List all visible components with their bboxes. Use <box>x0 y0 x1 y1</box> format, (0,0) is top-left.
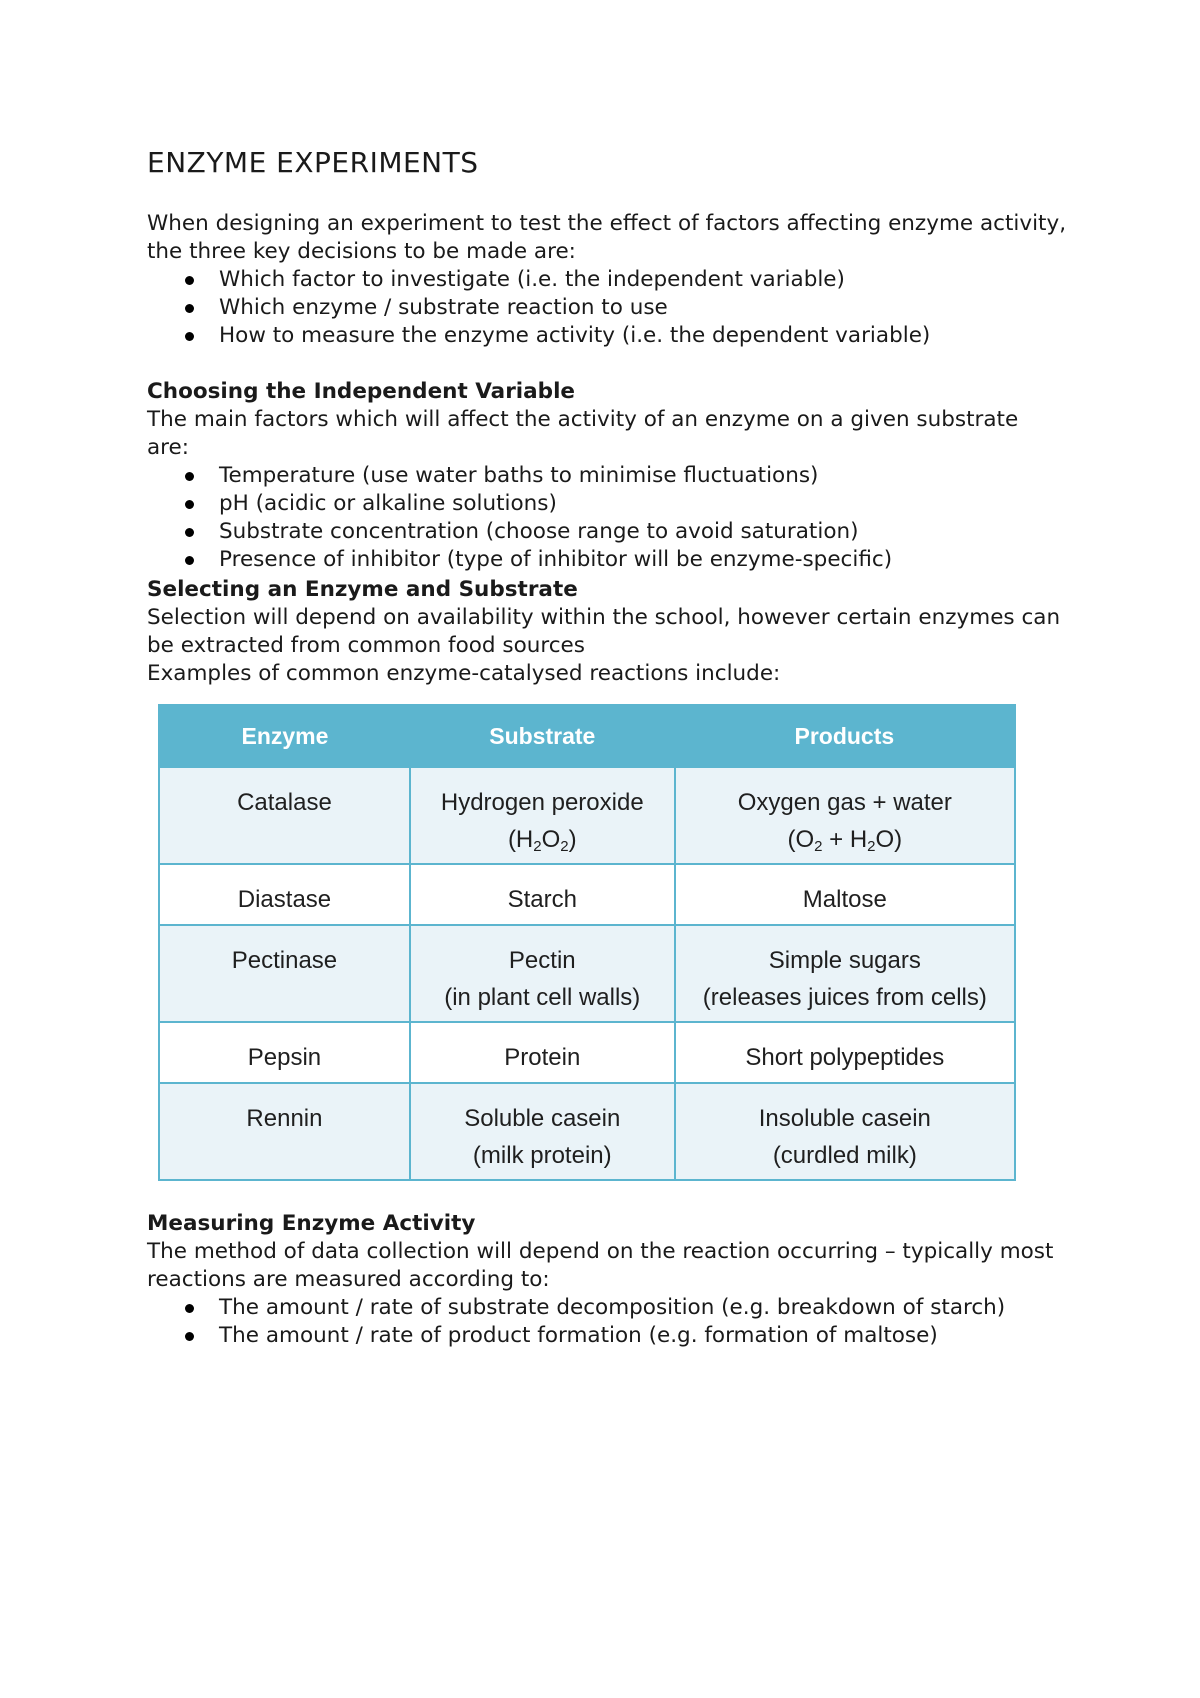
measuring-activity-section <box>147 1210 1067 1350</box>
column-header-enzyme: Enzyme <box>159 705 410 767</box>
products-cell <box>675 767 1015 864</box>
substrate-name: Hydrogen peroxide <box>440 789 644 816</box>
intro-bullet-list <box>147 266 1067 350</box>
factor-bullet-list <box>147 462 1067 574</box>
list-item-text: Which enzyme / substrate reaction to use <box>219 295 668 320</box>
section-heading: Measuring Enzyme Activity <box>147 1211 476 1236</box>
enzyme-substrate-section <box>147 576 1067 688</box>
bullet-icon <box>185 332 194 341</box>
list-item <box>147 490 1067 518</box>
substrate-name: Pectin <box>508 947 576 974</box>
table-row <box>159 925 1015 1022</box>
substrate-note: (in plant cell walls) <box>444 984 641 1011</box>
enzyme-name: Pepsin <box>247 1044 322 1071</box>
bullet-icon <box>185 276 194 285</box>
bullet-icon <box>185 1332 194 1341</box>
substrate-note: (milk protein) <box>472 1142 612 1169</box>
intro-text: When designing an experiment to test the effect of factors affecting enzyme activity, the three key decisions to be made are: <box>147 211 1067 264</box>
substrate-cell <box>410 1022 675 1083</box>
intro-section <box>147 210 1067 350</box>
substrate-formula: $(H_2O_2)$ <box>507 826 577 855</box>
section-text: Selection will depend on availability within the school, however certain enzymes can be extracted from common food sources <box>147 605 1061 658</box>
substrate-cell <box>410 1083 675 1180</box>
enzyme-name: Rennin <box>246 1105 323 1132</box>
enzyme-cell <box>159 767 410 864</box>
products-name: Insoluble casein <box>758 1105 931 1132</box>
bullet-icon <box>185 556 194 565</box>
list-item-text: Which factor to investigate (i.e. the independent variable) <box>219 267 845 292</box>
enzyme-cell <box>159 1083 410 1180</box>
substrate-name: Starch <box>507 886 577 913</box>
list-item-text: The amount / rate of product formation (e.g. formation of maltose) <box>219 1323 938 1348</box>
list-item <box>147 322 1067 350</box>
list-item <box>147 1322 1067 1350</box>
substrate-cell <box>410 767 675 864</box>
list-item-text: How to measure the enzyme activity (i.e. the dependent variable) <box>219 323 931 348</box>
list-item-text: Temperature (use water baths to minimise fluctuations) <box>219 463 819 488</box>
section-text: Examples of common enzyme-catalysed reactions include: <box>147 661 781 686</box>
products-name: Oxygen gas + water <box>737 789 952 816</box>
section-heading: Choosing the Independent Variable <box>147 379 576 404</box>
independent-variable-section <box>147 378 1067 574</box>
enzyme-cell <box>159 1022 410 1083</box>
column-header-substrate: Substrate <box>410 705 675 767</box>
products-note: (releases juices from cells) <box>702 984 987 1011</box>
section-text: The method of data collection will depend on the reaction occurring – typically most reactions are measured according to: <box>147 1239 1054 1292</box>
products-cell <box>675 864 1015 925</box>
section-text: The main factors which will affect the activity of an enzyme on a given substrate are: <box>147 407 1019 460</box>
products-name: Short polypeptides <box>745 1044 945 1071</box>
list-item <box>147 294 1067 322</box>
products-cell <box>675 1022 1015 1083</box>
substrate-name: Soluble casein <box>464 1105 621 1132</box>
section-heading: Selecting an Enzyme and Substrate <box>147 577 578 602</box>
enzyme-cell <box>159 864 410 925</box>
table-row <box>159 767 1015 864</box>
bullet-icon <box>185 472 194 481</box>
bullet-icon <box>185 500 194 509</box>
substrate-cell <box>410 925 675 1022</box>
bullet-icon <box>185 304 194 313</box>
list-item-text: The amount / rate of substrate decomposition (e.g. breakdown of starch) <box>219 1295 1006 1320</box>
list-item <box>147 518 1067 546</box>
page-title: ENZYME EXPERIMENTS <box>147 146 479 179</box>
bullet-icon <box>185 528 194 537</box>
list-item-text: Substrate concentration (choose range to avoid saturation) <box>219 519 859 544</box>
enzyme-name: Diastase <box>237 886 332 913</box>
list-item <box>147 266 1067 294</box>
table-row <box>159 1022 1015 1083</box>
enzyme-name: Pectinase <box>231 947 338 974</box>
list-item <box>147 462 1067 490</box>
table-row <box>159 864 1015 925</box>
products-name: Maltose <box>802 886 887 913</box>
enzyme-name: Catalase <box>237 789 332 816</box>
table-header-row <box>159 705 1015 767</box>
list-item-text: Presence of inhibitor (type of inhibitor will be enzyme-specific) <box>219 547 893 572</box>
products-cell <box>675 1083 1015 1180</box>
list-item <box>147 1294 1067 1322</box>
products-cell <box>675 925 1015 1022</box>
list-item <box>147 546 1067 574</box>
enzyme-cell <box>159 925 410 1022</box>
enzyme-reactions-table <box>158 704 1016 1181</box>
column-header-products: Products <box>675 705 1015 767</box>
measurement-bullet-list <box>147 1294 1067 1350</box>
table-row <box>159 1083 1015 1180</box>
products-formula: $(O_2 + H_2O)$ <box>787 826 903 855</box>
products-name: Simple sugars <box>768 947 921 974</box>
bullet-icon <box>185 1304 194 1313</box>
list-item-text: pH (acidic or alkaline solutions) <box>219 491 557 516</box>
substrate-cell <box>410 864 675 925</box>
substrate-name: Protein <box>504 1044 581 1071</box>
products-note: (curdled milk) <box>772 1142 917 1169</box>
